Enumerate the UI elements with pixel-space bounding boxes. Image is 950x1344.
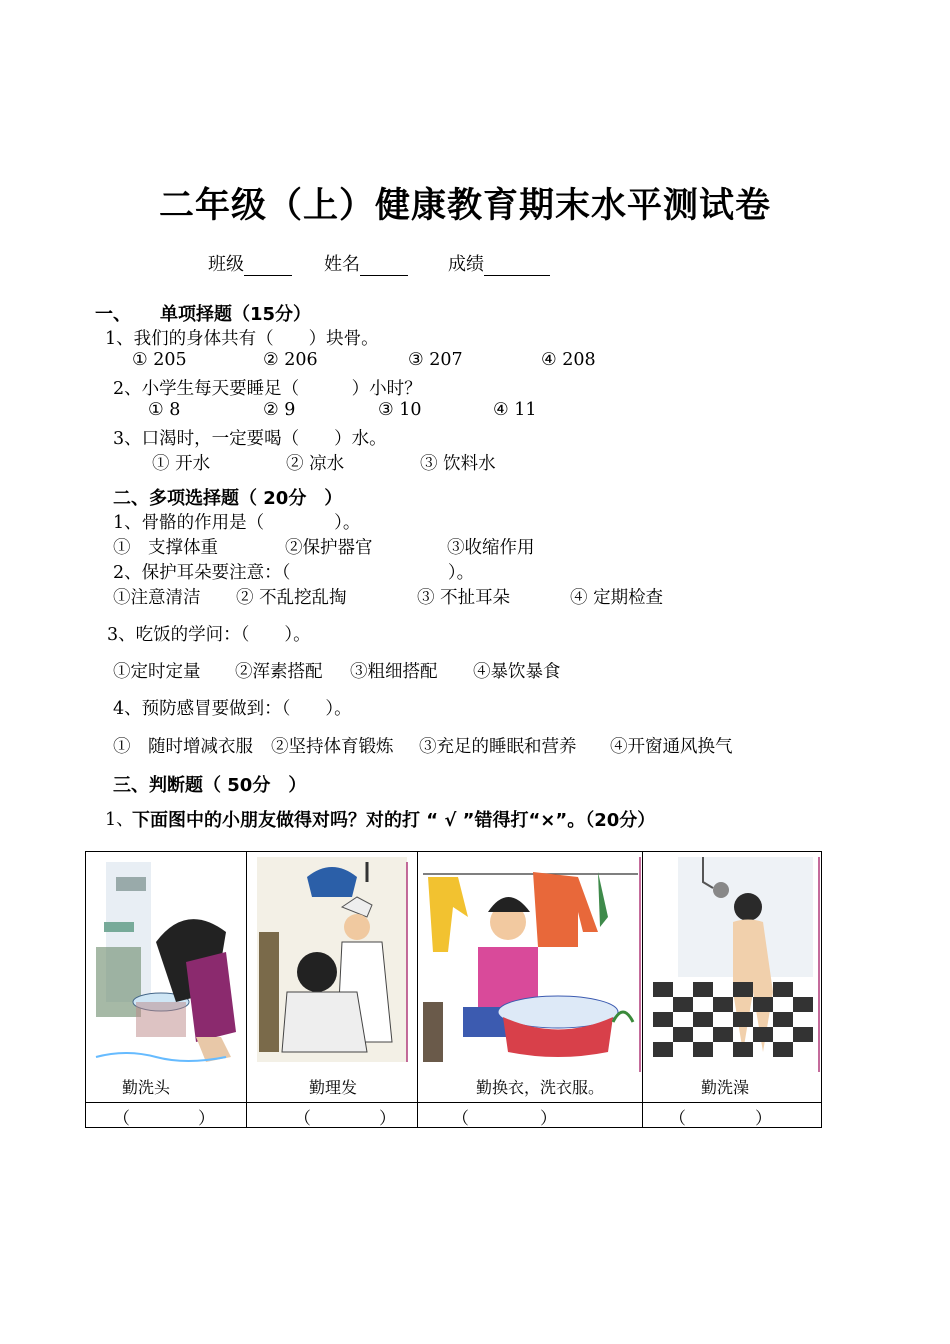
score-field [448,250,550,276]
s2-q4-text: 4、预防感冒要做到：（ ）。 [113,699,352,719]
class-field [208,250,292,276]
section1-number: 一、 [95,304,131,325]
bath-illustration [643,852,821,1072]
s3-q1-text: 下面图中的小朋友做得对吗？对的打 “ √ ”错得打“×”。（20分） [132,810,656,831]
section1-heading: 单项择题（15分） [160,304,312,325]
s2-q2-option[interactable]: ①注意清洁 [113,588,201,608]
answer-paren-left: （ [294,1109,311,1129]
s2-q1-option[interactable]: ③收缩作用 [447,538,535,558]
picture-table [85,851,822,1128]
s2-q1-text: 1、骨骼的作用是（ ）。 [113,513,361,533]
class-blank[interactable] [244,255,292,276]
answer-paren-right: ） [755,1109,772,1129]
s1-q2-text: 2、小学生每天要睡足（ ）小时？ [113,379,422,399]
s1-q1-option[interactable]: ① 205 [132,350,187,370]
s2-q3-option[interactable]: ④暴饮暴食 [473,662,561,682]
answer-paren-left: （ [669,1109,686,1129]
s1-q3-option[interactable]: ③ 饮料水 [420,454,496,474]
section2-heading: 二、多项选择题（ 20分 ） [113,488,343,509]
wash-hair-illustration [86,852,246,1072]
s2-q4-option[interactable]: ① 随时增减衣服 [113,737,253,757]
answer-cell[interactable] [643,1103,822,1128]
answer-paren-left: （ [452,1109,469,1129]
answer-cell[interactable] [86,1103,247,1128]
picture-caption: 勤洗澡 [701,1078,750,1097]
s1-q3-option[interactable]: ① 开水 [152,454,211,474]
s2-q1-option[interactable]: ②保护器官 [285,538,373,558]
picture-caption: 勤洗头 [122,1078,171,1097]
picture-cell-laundry [418,852,643,1103]
s2-q2-text: 2、保护耳朵要注意：（ ）。 [113,563,475,583]
answer-cell[interactable] [247,1103,418,1128]
s3-q1-number: 1、 [105,810,134,830]
laundry-illustration [418,852,642,1072]
s2-q3-option[interactable]: ②浑素搭配 [235,662,323,682]
picture-cell-haircut [247,852,418,1103]
s2-q3-option[interactable]: ①定时定量 [113,662,201,682]
s1-q2-option[interactable]: ④ 11 [493,400,537,420]
s1-q1-option[interactable]: ④ 208 [541,350,596,370]
s2-q2-option[interactable]: ② 不乱挖乱掏 [236,588,347,608]
picture-cell-bath [643,852,822,1103]
s2-q3-text: 3、吃饭的学问：（ ）。 [107,625,311,645]
answer-paren-right: ） [379,1109,396,1129]
name-blank[interactable] [360,255,408,276]
s2-q1-option[interactable]: ① 支撑体重 [113,538,218,558]
score-blank[interactable] [484,255,550,276]
s1-q3-text: 3、口渴时，一定要喝（ ）水。 [113,429,387,449]
s2-q4-option[interactable]: ④开窗通风换气 [610,737,733,757]
s1-q1-option[interactable]: ③ 207 [408,350,463,370]
name-field [324,250,408,276]
answer-paren-right: ） [540,1109,557,1129]
picture-caption: 勤理发 [309,1078,358,1097]
s2-q4-option[interactable]: ③充足的睡眠和营养 [419,737,577,757]
answer-paren-right: ） [198,1109,215,1129]
picture-cell-wash-hair [86,852,247,1103]
page-title: 二年级（上）健康教育期末水平测试卷 [158,186,771,226]
s2-q4-option[interactable]: ②坚持体育锻炼 [271,737,394,757]
s2-q3-option[interactable]: ③粗细搭配 [350,662,438,682]
s1-q1-text: 1、我们的身体共有（ ）块骨。 [105,329,379,349]
s2-q2-option[interactable]: ③ 不扯耳朵 [417,588,511,608]
s1-q1-option[interactable]: ② 206 [263,350,318,370]
answer-paren-left: （ [113,1109,130,1129]
name-label: 姓名 [324,254,360,275]
haircut-illustration [247,852,417,1072]
picture-caption: 勤换衣，洗衣服。 [476,1078,605,1097]
answer-cell[interactable] [418,1103,643,1128]
s1-q3-option[interactable]: ② 凉水 [286,454,345,474]
score-label: 成绩 [448,254,484,275]
s1-q2-option[interactable]: ② 9 [263,400,296,420]
class-label: 班级 [208,254,244,275]
s2-q2-option[interactable]: ④ 定期检查 [570,588,664,608]
s1-q2-option[interactable]: ③ 10 [378,400,422,420]
section3-heading: 三、判断题（ 50分 ） [113,775,307,796]
s1-q2-option[interactable]: ① 8 [148,400,181,420]
